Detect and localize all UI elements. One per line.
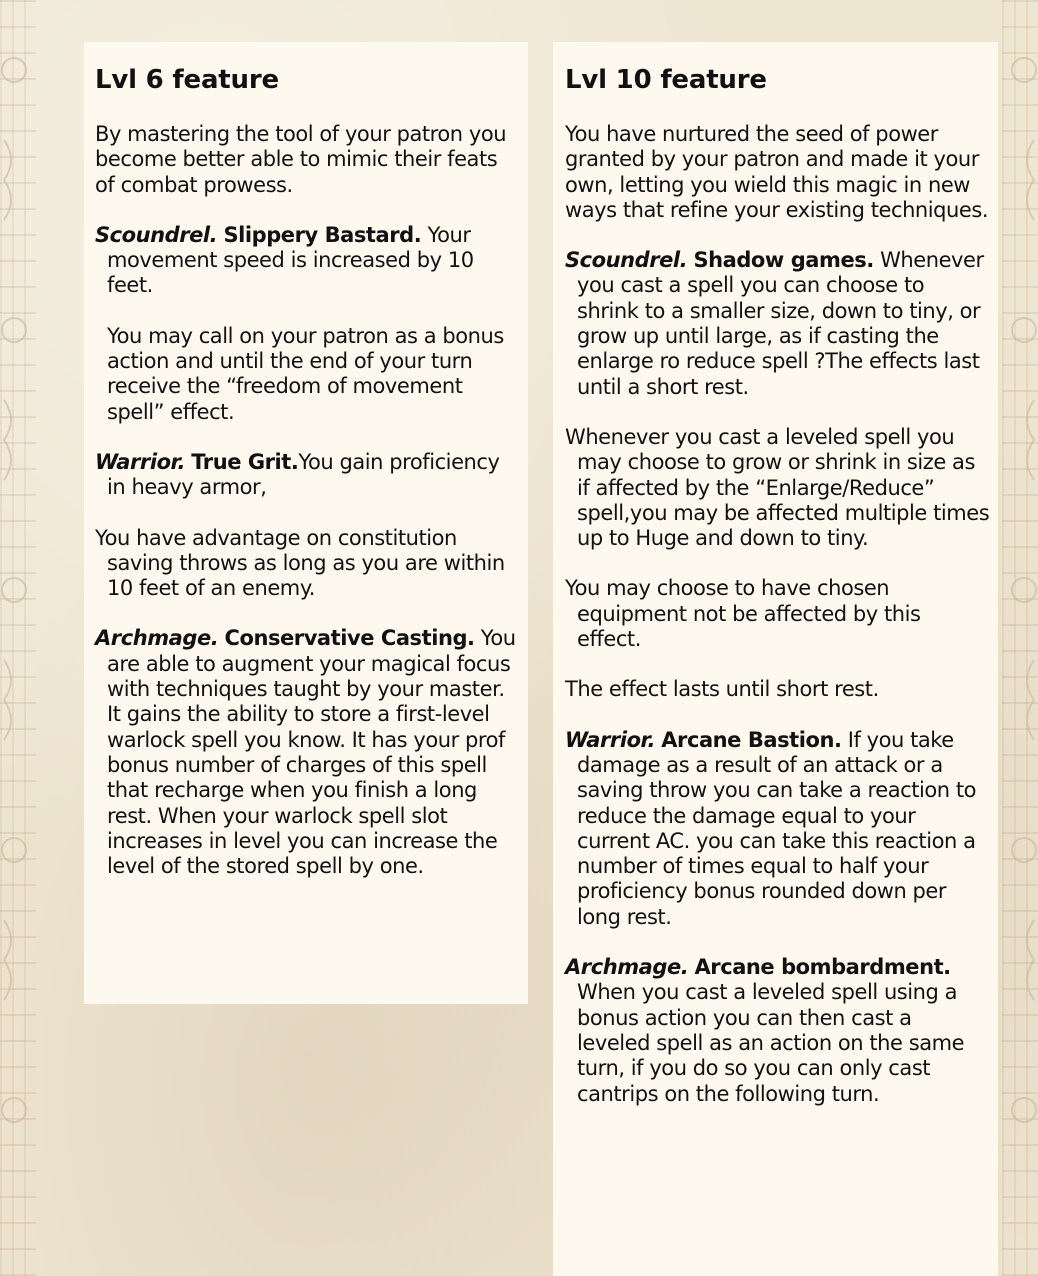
lvl6-heading: Lvl 6 feature: [95, 65, 279, 95]
lvl6-warrior-extra: You have advantage on constitution saving throws as long as you are within 10 feet of an enemy.: [95, 525, 505, 601]
class-label-archmage: Archmage.: [95, 626, 219, 651]
lvl10-archmage-entry: [565, 955, 990, 1107]
feature-text: You are able to augment your magical focus with techniques taught by your master. It gains the ability to store a first-level warlock spell you know. It has your prof bonus number of charges of this spell that recharge when you finish a long rest. When your warlock spell slot increases in level you can increase the level of the stored spell by one.: [107, 626, 516, 879]
lvl10-scoundrel-extra: Whenever you cast a leveled spell you may choose to grow or shrink in size as if affected by the “Enlarge/Reduce” spell,you may be affected multiple times up to Huge and down to tiny.: [565, 424, 990, 551]
feature-name-true-grit: True Grit.: [191, 449, 299, 474]
lvl6-intro: By mastering the tool of your patron you become better able to mimic their feats of combat prowess.: [95, 122, 507, 197]
class-label-warrior: Warrior.: [95, 449, 185, 474]
lvl10-heading: Lvl 10 feature: [565, 65, 767, 95]
knotwork-pattern-right: [1002, 0, 1038, 1276]
feature-text: When you cast a leveled spell using a bonus action you can then cast a leveled spell as an action on the same turn, if you do so you can only cast cantrips on the following turn.: [577, 980, 965, 1106]
decorative-border-right: [1002, 0, 1038, 1276]
lvl10-scoundrel-duration: The effect lasts until short rest.: [565, 677, 879, 702]
feature-name-arcane-bastion: Arcane Bastion.: [661, 727, 842, 752]
feature-text: If you take damage as a result of an attack or a saving throw you can take a reaction to reduce the damage equal to your current AC. you can take this reaction a number of times equal to half your proficiency bonus rounded down per long rest.: [577, 727, 977, 929]
class-label-warrior: Warrior.: [565, 727, 655, 752]
lvl6-archmage-entry: [95, 626, 518, 879]
feature-text: Your movement speed is increased by 10 feet.: [107, 222, 474, 298]
lvl10-warrior-entry: [565, 728, 990, 930]
lvl6-scoundrel-extra: You may call on your patron as a bonus action and until the end of your turn receive the “freedom of movement spell” effect.: [107, 323, 504, 424]
lvl10-intro: You have nurtured the seed of power granted by your patron and made it your own, letting you wield this magic in new ways that refine your existing techniques.: [565, 122, 989, 222]
decorative-border-left: [0, 0, 36, 1276]
feature-name-slippery-bastard: Slippery Bastard.: [223, 222, 422, 247]
knotwork-pattern-left: [0, 0, 36, 1276]
feature-name-arcane-bombardment: Arcane bombardment.: [694, 955, 951, 980]
feature-text: Whenever you cast a spell you can choose to shrink to a smaller size, down to tiny, or grow up until large, as if casting the enlarge ro reduce spell ?The effects last until a short rest.: [577, 248, 984, 399]
lvl10-feature-column: [553, 42, 998, 1276]
class-label-archmage: Archmage.: [565, 955, 689, 980]
feature-name-shadow-games: Shadow games.: [693, 248, 874, 273]
lvl6-feature-column: [84, 42, 528, 1004]
lvl6-warrior-entry: [95, 450, 518, 501]
lvl10-scoundrel-equipment: You may choose to have chosen equipment not be affected by this effect.: [565, 576, 921, 652]
class-label-scoundrel: Scoundrel.: [95, 222, 218, 247]
lvl6-scoundrel-entry: [95, 223, 518, 299]
lvl10-scoundrel-entry: [565, 248, 990, 400]
class-label-scoundrel: Scoundrel.: [565, 248, 688, 273]
feature-name-conservative-casting: Conservative Casting.: [224, 626, 475, 651]
feature-text: You gain proficiency in heavy armor,: [107, 449, 500, 500]
